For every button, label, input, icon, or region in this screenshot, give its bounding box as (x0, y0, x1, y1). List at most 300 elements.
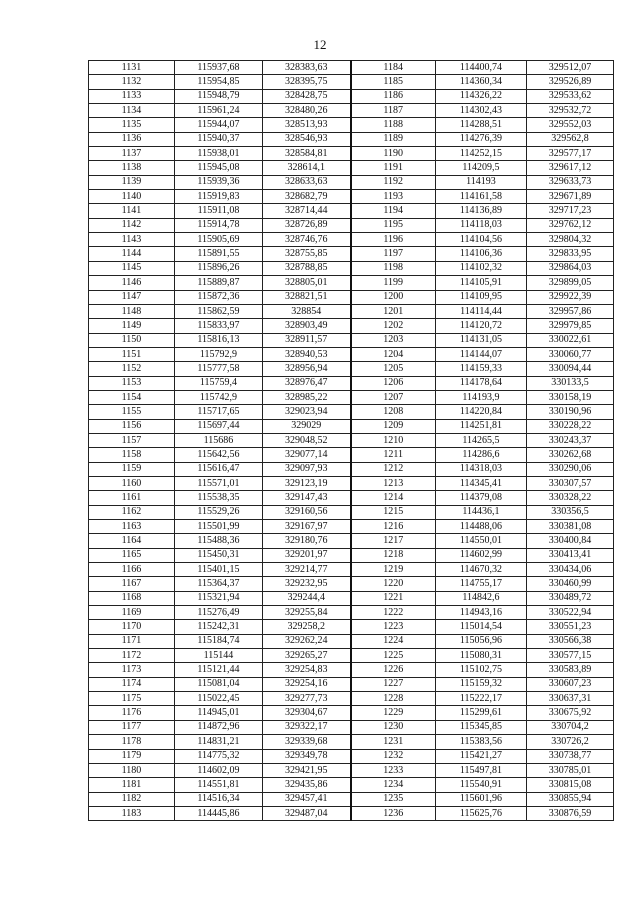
y-coordinate-cell: 328940,53 (263, 347, 351, 361)
point-number-cell: 1157 (89, 433, 175, 447)
y-coordinate-cell: 329533,62 (527, 89, 614, 103)
point-number-cell: 1183 (89, 806, 175, 820)
x-coordinate-cell: 115816,13 (175, 333, 263, 347)
y-coordinate-cell: 329160,56 (263, 505, 351, 519)
point-number-cell: 1217 (351, 534, 436, 548)
y-coordinate-cell: 329633,73 (527, 175, 614, 189)
x-coordinate-cell: 115896,26 (175, 261, 263, 275)
point-number-cell: 1222 (351, 606, 436, 620)
table-row (89, 620, 614, 634)
point-number-cell: 1219 (351, 563, 436, 577)
point-number-cell: 1184 (351, 61, 436, 75)
point-number-cell: 1138 (89, 161, 175, 175)
y-coordinate-cell: 329717,23 (527, 204, 614, 218)
point-number-cell: 1159 (89, 462, 175, 476)
y-coordinate-cell: 329023,94 (263, 405, 351, 419)
x-coordinate-cell: 114345,41 (436, 476, 527, 490)
point-number-cell: 1136 (89, 132, 175, 146)
y-coordinate-cell: 330726,2 (527, 735, 614, 749)
coordinates-table-body (89, 61, 614, 821)
y-coordinate-cell: 328788,85 (263, 261, 351, 275)
table-row (89, 161, 614, 175)
x-coordinate-cell: 114104,56 (436, 233, 527, 247)
y-coordinate-cell: 328985,22 (263, 390, 351, 404)
y-coordinate-cell: 329804,32 (527, 233, 614, 247)
table-row (89, 706, 614, 720)
y-coordinate-cell: 330228,22 (527, 419, 614, 433)
y-coordinate-cell: 330022,61 (527, 333, 614, 347)
point-number-cell: 1209 (351, 419, 436, 433)
point-number-cell: 1140 (89, 190, 175, 204)
point-number-cell: 1223 (351, 620, 436, 634)
point-number-cell: 1191 (351, 161, 436, 175)
y-coordinate-cell: 329322,17 (263, 720, 351, 734)
x-coordinate-cell: 115833,97 (175, 319, 263, 333)
x-coordinate-cell: 115529,26 (175, 505, 263, 519)
table-row (89, 448, 614, 462)
point-number-cell: 1162 (89, 505, 175, 519)
y-coordinate-cell: 329957,86 (527, 304, 614, 318)
point-number-cell: 1180 (89, 763, 175, 777)
table-row (89, 677, 614, 691)
x-coordinate-cell: 115364,37 (175, 577, 263, 591)
point-number-cell: 1234 (351, 778, 436, 792)
y-coordinate-cell: 329077,14 (263, 448, 351, 462)
x-coordinate-cell: 114400,74 (436, 61, 527, 75)
x-coordinate-cell: 115777,58 (175, 362, 263, 376)
point-number-cell: 1193 (351, 190, 436, 204)
point-number-cell: 1161 (89, 491, 175, 505)
y-coordinate-cell: 328746,76 (263, 233, 351, 247)
y-coordinate-cell: 330434,06 (527, 563, 614, 577)
table-row (89, 792, 614, 806)
table-row (89, 749, 614, 763)
x-coordinate-cell: 115488,36 (175, 534, 263, 548)
table-row (89, 591, 614, 605)
x-coordinate-cell: 114114,44 (436, 304, 527, 318)
point-number-cell: 1186 (351, 89, 436, 103)
y-coordinate-cell: 329097,93 (263, 462, 351, 476)
y-coordinate-cell: 328480,26 (263, 104, 351, 118)
y-coordinate-cell: 329244,4 (263, 591, 351, 605)
x-coordinate-cell: 115911,08 (175, 204, 263, 218)
x-coordinate-cell: 115891,55 (175, 247, 263, 261)
point-number-cell: 1206 (351, 376, 436, 390)
y-coordinate-cell: 329339,68 (263, 735, 351, 749)
point-number-cell: 1154 (89, 390, 175, 404)
y-coordinate-cell: 329180,76 (263, 534, 351, 548)
y-coordinate-cell: 328755,85 (263, 247, 351, 261)
x-coordinate-cell: 114265,5 (436, 433, 527, 447)
point-number-cell: 1145 (89, 261, 175, 275)
x-coordinate-cell: 115961,24 (175, 104, 263, 118)
table-row (89, 75, 614, 89)
point-number-cell: 1214 (351, 491, 436, 505)
y-coordinate-cell: 330133,5 (527, 376, 614, 390)
y-coordinate-cell: 329979,85 (527, 319, 614, 333)
point-number-cell: 1202 (351, 319, 436, 333)
point-number-cell: 1215 (351, 505, 436, 519)
table-row (89, 104, 614, 118)
y-coordinate-cell: 330855,94 (527, 792, 614, 806)
y-coordinate-cell: 329255,84 (263, 606, 351, 620)
point-number-cell: 1229 (351, 706, 436, 720)
y-coordinate-cell: 328546,93 (263, 132, 351, 146)
table-row (89, 333, 614, 347)
y-coordinate-cell: 328614,1 (263, 161, 351, 175)
x-coordinate-cell: 115939,36 (175, 175, 263, 189)
y-coordinate-cell: 328383,63 (263, 61, 351, 75)
point-number-cell: 1131 (89, 61, 175, 75)
x-coordinate-cell: 115401,15 (175, 563, 263, 577)
y-coordinate-cell: 330704,2 (527, 720, 614, 734)
point-number-cell: 1220 (351, 577, 436, 591)
point-number-cell: 1164 (89, 534, 175, 548)
x-coordinate-cell: 114755,17 (436, 577, 527, 591)
x-coordinate-cell: 114670,32 (436, 563, 527, 577)
y-coordinate-cell: 329526,89 (527, 75, 614, 89)
y-coordinate-cell: 330243,37 (527, 433, 614, 447)
point-number-cell: 1152 (89, 362, 175, 376)
point-number-cell: 1225 (351, 649, 436, 663)
point-number-cell: 1210 (351, 433, 436, 447)
point-number-cell: 1166 (89, 563, 175, 577)
table-row (89, 534, 614, 548)
point-number-cell: 1235 (351, 792, 436, 806)
y-coordinate-cell: 330815,08 (527, 778, 614, 792)
x-coordinate-cell: 114516,34 (175, 792, 263, 806)
table-row (89, 89, 614, 103)
x-coordinate-cell: 114551,81 (175, 778, 263, 792)
y-coordinate-cell: 329577,17 (527, 147, 614, 161)
y-coordinate-cell: 330094,44 (527, 362, 614, 376)
y-coordinate-cell: 329762,12 (527, 218, 614, 232)
y-coordinate-cell: 330577,15 (527, 649, 614, 663)
x-coordinate-cell: 115625,76 (436, 806, 527, 820)
table-row (89, 433, 614, 447)
x-coordinate-cell: 115697,44 (175, 419, 263, 433)
y-coordinate-cell: 329671,89 (527, 190, 614, 204)
x-coordinate-cell: 115184,74 (175, 634, 263, 648)
y-coordinate-cell: 328584,81 (263, 147, 351, 161)
point-number-cell: 1230 (351, 720, 436, 734)
point-number-cell: 1221 (351, 591, 436, 605)
point-number-cell: 1175 (89, 692, 175, 706)
coordinates-table (88, 60, 614, 821)
point-number-cell: 1174 (89, 677, 175, 691)
point-number-cell: 1197 (351, 247, 436, 261)
table-row (89, 376, 614, 390)
y-coordinate-cell: 329232,95 (263, 577, 351, 591)
x-coordinate-cell: 115945,08 (175, 161, 263, 175)
y-coordinate-cell: 329922,39 (527, 290, 614, 304)
x-coordinate-cell: 114131,05 (436, 333, 527, 347)
point-number-cell: 1187 (351, 104, 436, 118)
x-coordinate-cell: 114775,32 (175, 749, 263, 763)
x-coordinate-cell: 114602,99 (436, 548, 527, 562)
point-number-cell: 1148 (89, 304, 175, 318)
table-row (89, 247, 614, 261)
table-row (89, 505, 614, 519)
y-coordinate-cell: 330876,59 (527, 806, 614, 820)
point-number-cell: 1224 (351, 634, 436, 648)
y-coordinate-cell: 329258,2 (263, 620, 351, 634)
point-number-cell: 1182 (89, 792, 175, 806)
x-coordinate-cell: 114120,72 (436, 319, 527, 333)
point-number-cell: 1203 (351, 333, 436, 347)
x-coordinate-cell: 115944,07 (175, 118, 263, 132)
point-number-cell: 1133 (89, 89, 175, 103)
x-coordinate-cell: 115616,47 (175, 462, 263, 476)
table-row (89, 735, 614, 749)
y-coordinate-cell: 329254,16 (263, 677, 351, 691)
x-coordinate-cell: 115345,85 (436, 720, 527, 734)
point-number-cell: 1190 (351, 147, 436, 161)
y-coordinate-cell: 329552,03 (527, 118, 614, 132)
x-coordinate-cell: 115540,91 (436, 778, 527, 792)
table-row (89, 649, 614, 663)
x-coordinate-cell: 115538,35 (175, 491, 263, 505)
y-coordinate-cell: 330522,94 (527, 606, 614, 620)
point-number-cell: 1141 (89, 204, 175, 218)
y-coordinate-cell: 330413,41 (527, 548, 614, 562)
table-row (89, 692, 614, 706)
point-number-cell: 1232 (351, 749, 436, 763)
point-number-cell: 1231 (351, 735, 436, 749)
point-number-cell: 1192 (351, 175, 436, 189)
y-coordinate-cell: 329254,83 (263, 663, 351, 677)
table-row (89, 520, 614, 534)
point-number-cell: 1160 (89, 476, 175, 490)
point-number-cell: 1144 (89, 247, 175, 261)
x-coordinate-cell: 115872,36 (175, 290, 263, 304)
x-coordinate-cell: 115383,56 (436, 735, 527, 749)
point-number-cell: 1216 (351, 520, 436, 534)
y-coordinate-cell: 329123,19 (263, 476, 351, 490)
x-coordinate-cell: 115276,49 (175, 606, 263, 620)
y-coordinate-cell: 329201,97 (263, 548, 351, 562)
y-coordinate-cell: 328428,75 (263, 89, 351, 103)
x-coordinate-cell: 114209,5 (436, 161, 527, 175)
table-row (89, 319, 614, 333)
point-number-cell: 1204 (351, 347, 436, 361)
x-coordinate-cell: 114251,81 (436, 419, 527, 433)
table-row (89, 233, 614, 247)
y-coordinate-cell: 329833,95 (527, 247, 614, 261)
point-number-cell: 1171 (89, 634, 175, 648)
y-coordinate-cell: 330637,31 (527, 692, 614, 706)
x-coordinate-cell: 115321,94 (175, 591, 263, 605)
x-coordinate-cell: 114118,03 (436, 218, 527, 232)
point-number-cell: 1199 (351, 276, 436, 290)
y-coordinate-cell: 330583,89 (527, 663, 614, 677)
y-coordinate-cell: 329512,07 (527, 61, 614, 75)
table-row (89, 720, 614, 734)
x-coordinate-cell: 115497,81 (436, 763, 527, 777)
x-coordinate-cell: 115937,68 (175, 61, 263, 75)
table-row (89, 419, 614, 433)
y-coordinate-cell: 330460,99 (527, 577, 614, 591)
x-coordinate-cell: 114326,22 (436, 89, 527, 103)
point-number-cell: 1170 (89, 620, 175, 634)
x-coordinate-cell: 114102,32 (436, 261, 527, 275)
x-coordinate-cell: 114252,15 (436, 147, 527, 161)
table-row (89, 61, 614, 75)
x-coordinate-cell: 114161,58 (436, 190, 527, 204)
point-number-cell: 1168 (89, 591, 175, 605)
table-row (89, 204, 614, 218)
point-number-cell: 1146 (89, 276, 175, 290)
table-row (89, 190, 614, 204)
y-coordinate-cell: 328395,75 (263, 75, 351, 89)
x-coordinate-cell: 114276,39 (436, 132, 527, 146)
x-coordinate-cell: 114109,95 (436, 290, 527, 304)
x-coordinate-cell: 115686 (175, 433, 263, 447)
point-number-cell: 1155 (89, 405, 175, 419)
point-number-cell: 1176 (89, 706, 175, 720)
y-coordinate-cell: 330785,01 (527, 763, 614, 777)
x-coordinate-cell: 115501,99 (175, 520, 263, 534)
y-coordinate-cell: 330607,23 (527, 677, 614, 691)
x-coordinate-cell: 114288,51 (436, 118, 527, 132)
y-coordinate-cell: 328726,89 (263, 218, 351, 232)
point-number-cell: 1188 (351, 118, 436, 132)
table-row (89, 405, 614, 419)
point-number-cell: 1165 (89, 548, 175, 562)
x-coordinate-cell: 114436,1 (436, 505, 527, 519)
y-coordinate-cell: 330489,72 (527, 591, 614, 605)
x-coordinate-cell: 115014,54 (436, 620, 527, 634)
point-number-cell: 1226 (351, 663, 436, 677)
point-number-cell: 1151 (89, 347, 175, 361)
x-coordinate-cell: 115905,69 (175, 233, 263, 247)
point-number-cell: 1156 (89, 419, 175, 433)
y-coordinate-cell: 328633,63 (263, 175, 351, 189)
table-row (89, 261, 614, 275)
table-row (89, 218, 614, 232)
x-coordinate-cell: 115242,31 (175, 620, 263, 634)
table-row (89, 577, 614, 591)
table-row (89, 147, 614, 161)
y-coordinate-cell: 330328,22 (527, 491, 614, 505)
y-coordinate-cell: 330675,92 (527, 706, 614, 720)
point-number-cell: 1218 (351, 548, 436, 562)
x-coordinate-cell: 114831,21 (175, 735, 263, 749)
x-coordinate-cell: 115792,9 (175, 347, 263, 361)
x-coordinate-cell: 115080,31 (436, 649, 527, 663)
y-coordinate-cell: 330290,06 (527, 462, 614, 476)
point-number-cell: 1228 (351, 692, 436, 706)
table-row (89, 634, 614, 648)
y-coordinate-cell: 328903,49 (263, 319, 351, 333)
x-coordinate-cell: 114360,34 (436, 75, 527, 89)
x-coordinate-cell: 114106,36 (436, 247, 527, 261)
y-coordinate-cell: 329304,67 (263, 706, 351, 720)
y-coordinate-cell: 329349,78 (263, 749, 351, 763)
x-coordinate-cell: 115102,75 (436, 663, 527, 677)
x-coordinate-cell: 115601,96 (436, 792, 527, 806)
x-coordinate-cell: 114136,89 (436, 204, 527, 218)
table-row (89, 362, 614, 376)
x-coordinate-cell: 115862,59 (175, 304, 263, 318)
point-number-cell: 1132 (89, 75, 175, 89)
x-coordinate-cell: 115742,9 (175, 390, 263, 404)
point-number-cell: 1167 (89, 577, 175, 591)
y-coordinate-cell: 329048,52 (263, 433, 351, 447)
x-coordinate-cell: 114302,43 (436, 104, 527, 118)
y-coordinate-cell: 330262,68 (527, 448, 614, 462)
point-number-cell: 1200 (351, 290, 436, 304)
y-coordinate-cell: 329435,86 (263, 778, 351, 792)
x-coordinate-cell: 114945,01 (175, 706, 263, 720)
x-coordinate-cell: 115421,27 (436, 749, 527, 763)
y-coordinate-cell: 328976,47 (263, 376, 351, 390)
x-coordinate-cell: 115159,32 (436, 677, 527, 691)
x-coordinate-cell: 115571,01 (175, 476, 263, 490)
table-row (89, 563, 614, 577)
table-row (89, 778, 614, 792)
x-coordinate-cell: 115056,96 (436, 634, 527, 648)
point-number-cell: 1207 (351, 390, 436, 404)
point-number-cell: 1147 (89, 290, 175, 304)
y-coordinate-cell: 329562,8 (527, 132, 614, 146)
page-number: 12 (313, 37, 327, 52)
y-coordinate-cell: 329864,03 (527, 261, 614, 275)
x-coordinate-cell: 115717,65 (175, 405, 263, 419)
y-coordinate-cell: 328854 (263, 304, 351, 318)
x-coordinate-cell: 114943,16 (436, 606, 527, 620)
y-coordinate-cell: 330060,77 (527, 347, 614, 361)
y-coordinate-cell: 330356,5 (527, 505, 614, 519)
point-number-cell: 1205 (351, 362, 436, 376)
table-row (89, 118, 614, 132)
y-coordinate-cell: 330400,84 (527, 534, 614, 548)
y-coordinate-cell: 329457,41 (263, 792, 351, 806)
y-coordinate-cell: 328911,57 (263, 333, 351, 347)
point-number-cell: 1178 (89, 735, 175, 749)
table-row (89, 276, 614, 290)
point-number-cell: 1233 (351, 763, 436, 777)
x-coordinate-cell: 114144,07 (436, 347, 527, 361)
y-coordinate-cell: 330158,19 (527, 390, 614, 404)
y-coordinate-cell: 329421,95 (263, 763, 351, 777)
x-coordinate-cell: 114488,06 (436, 520, 527, 534)
point-number-cell: 1198 (351, 261, 436, 275)
y-coordinate-cell: 328714,44 (263, 204, 351, 218)
x-coordinate-cell: 114286,6 (436, 448, 527, 462)
x-coordinate-cell: 115940,37 (175, 132, 263, 146)
point-number-cell: 1158 (89, 448, 175, 462)
y-coordinate-cell: 330551,23 (527, 620, 614, 634)
y-coordinate-cell: 330307,57 (527, 476, 614, 490)
y-coordinate-cell: 329147,43 (263, 491, 351, 505)
y-coordinate-cell: 329277,73 (263, 692, 351, 706)
point-number-cell: 1195 (351, 218, 436, 232)
point-number-cell: 1194 (351, 204, 436, 218)
point-number-cell: 1208 (351, 405, 436, 419)
x-coordinate-cell: 114318,03 (436, 462, 527, 476)
table-row (89, 347, 614, 361)
point-number-cell: 1142 (89, 218, 175, 232)
point-number-cell: 1201 (351, 304, 436, 318)
y-coordinate-cell: 330566,38 (527, 634, 614, 648)
x-coordinate-cell: 115222,17 (436, 692, 527, 706)
table-row (89, 606, 614, 620)
point-number-cell: 1212 (351, 462, 436, 476)
x-coordinate-cell: 114550,01 (436, 534, 527, 548)
point-number-cell: 1213 (351, 476, 436, 490)
y-coordinate-cell: 329262,24 (263, 634, 351, 648)
